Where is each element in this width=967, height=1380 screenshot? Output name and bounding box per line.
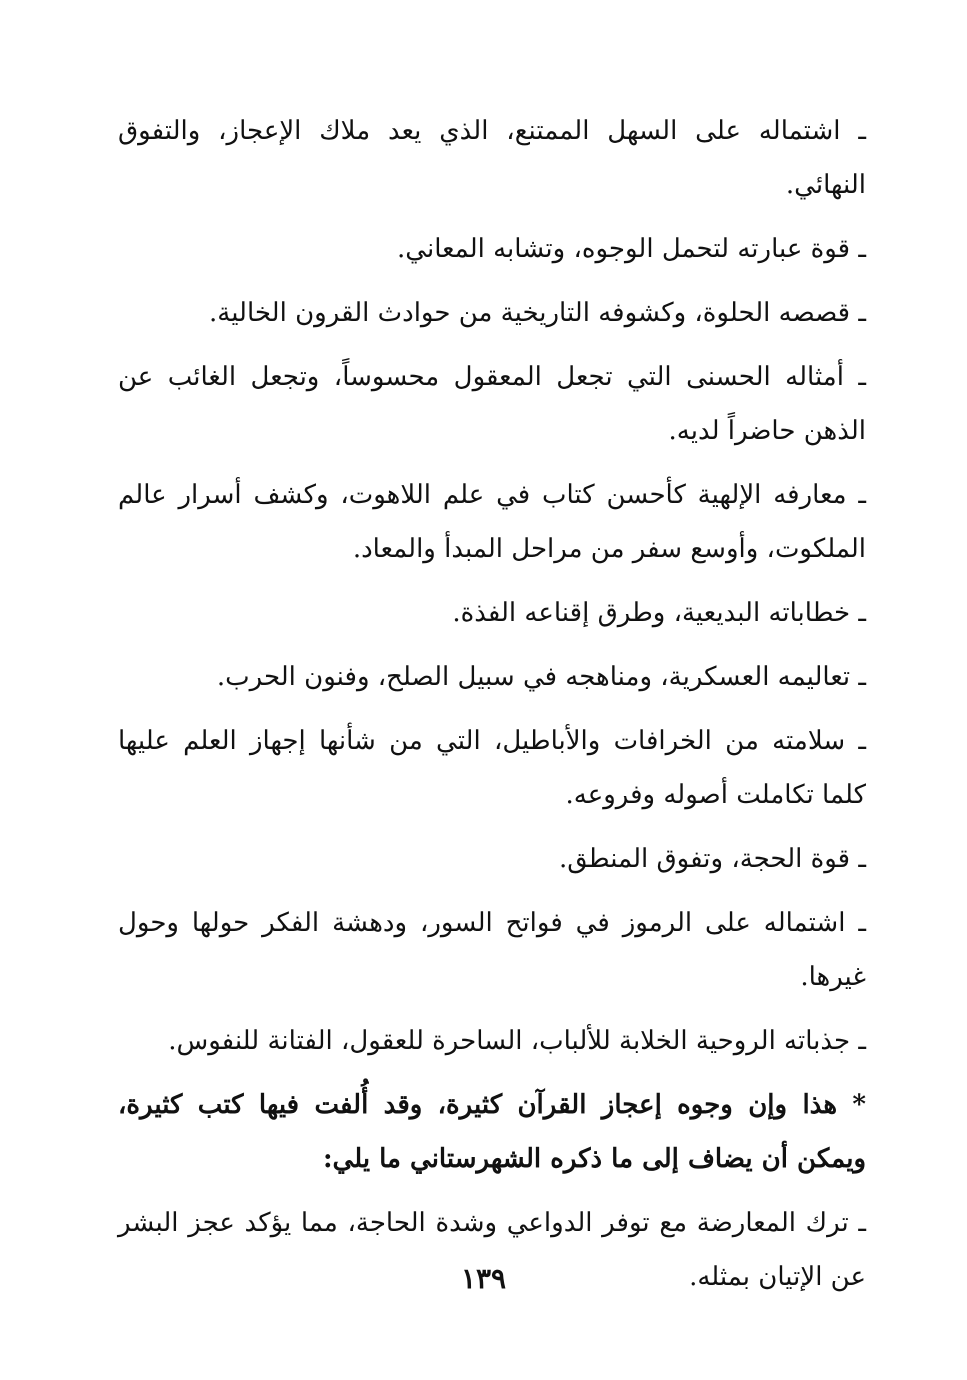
list-item: ـ خطاباته البديعية، وطرق إقناعه الفذة.	[452, 598, 866, 628]
list-item: ـ سلامته من الخرافات والأباطيل، التي من شأنها إجهاز العلم عليها كلما تكاملت أصوله وفروعه.	[118, 726, 866, 810]
list-item: ـ اشتماله على السهل الممتنع، الذي يعد ملاك الإعجاز، والتفوق النهائي.	[118, 116, 866, 200]
list-item: ـ قوة الحجة، وتفوق المنطق.	[558, 844, 866, 874]
page-body	[118, 104, 866, 1314]
list-item: ـ تعاليمه العسكرية، ومناهجه في سبيل الصلح، وفنون الحرب.	[216, 662, 866, 692]
list-item: ـ ترك المعارضة مع توفر الدواعي وشدة الحاجة، مما يؤكد عجز البشر عن الإتيان بمثله.	[118, 1208, 866, 1292]
list-item: ـ اشتماله على الرموز في فواتح السور، ودهشة الفكر حولها وحول غيرها.	[118, 908, 866, 992]
list-item: ـ أمثاله الحسنى التي تجعل المعقول محسوساً، وتجعل الغائب عن الذهن حاضراً لديه.	[118, 362, 866, 446]
page-number: ١٣٩	[460, 1262, 507, 1295]
list-item: ـ جذباته الروحية الخلابة للألباب، الساحرة للعقول، الفتانة للنفوس.	[168, 1026, 866, 1056]
list-item: ـ معارفه الإلهية كأحسن كتاب في علم اللاهوت، وكشف أسرار عالم الملكوت، وأوسع سفر من مراحل المبدأ والمعاد.	[118, 480, 866, 564]
bold-note-paragraph: * هذا وإن وجوه إعجاز القرآن كثيرة، وقد أُلفت فيها كتب كثيرة، ويمكن أن يضاف إلى ما ذكره الشهرستاني ما يلي:	[118, 1090, 866, 1174]
list-item: ـ قصصه الحلوة، وكشوفه التاريخية من حوادث القرون الخالية.	[209, 298, 866, 328]
list-item: ـ قوة عبارته لتحمل الوجوه، وتشابه المعاني.	[397, 234, 866, 264]
